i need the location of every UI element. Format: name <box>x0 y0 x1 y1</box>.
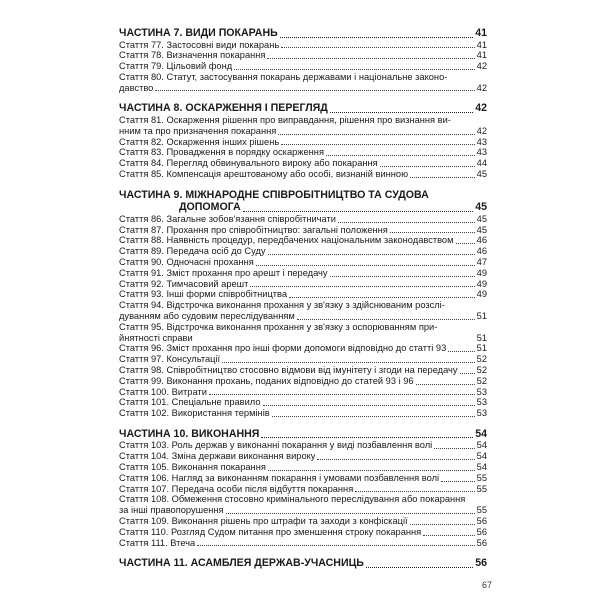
dot-leader <box>268 470 475 471</box>
dot-leader <box>338 222 475 223</box>
toc-entry <box>119 516 487 527</box>
entry-title: Стаття 87. Прохання про співробітництво: загальні положення <box>119 224 388 235</box>
toc-entry <box>119 137 487 148</box>
dot-leader <box>272 416 475 417</box>
entry-title: Стаття 108. Обмеження стосовно кримінального переслідування або покарання <box>119 494 466 505</box>
entry-page: 42 <box>475 102 487 115</box>
entry-title: Стаття 109. Виконання рішень про штрафи та заходи з конфіскації <box>119 515 408 526</box>
entry-title: Стаття 78. Визначення покарання <box>119 50 266 61</box>
entry-title: Стаття 104. Зміна держави виконання вироку <box>119 451 316 462</box>
entry-page: 54 <box>476 462 487 472</box>
dot-leader <box>256 265 475 266</box>
entry-title: Стаття 106. Нагляд за виконанням покарання і умовами позбавлення волі <box>119 472 440 483</box>
entry-page: 45 <box>476 168 487 179</box>
dot-leader <box>234 69 475 70</box>
entry-title-continued: за інші правопорушення <box>119 505 224 516</box>
entry-title: Стаття 103. Роль держав у виконанні покарання у виді позбавлення волі <box>119 440 433 451</box>
section-title: ЧАСТИНА 8. ОСКАРЖЕННЯ І ПЕРЕГЛЯД <box>119 102 328 115</box>
dot-leader <box>197 545 474 546</box>
entry-title: Стаття 77. Застосовні види покарань <box>119 39 280 50</box>
section-title-continued: ДОПОМОГА <box>179 201 241 214</box>
toc-entry <box>119 257 487 268</box>
entry-page: 41 <box>476 50 487 61</box>
entry-page: 56 <box>476 537 487 548</box>
dot-leader <box>243 211 474 212</box>
entry-page: 54 <box>475 427 487 440</box>
dot-leader <box>250 286 474 287</box>
entry-page: 45 <box>475 201 487 214</box>
toc-entry <box>119 246 487 257</box>
toc-entry <box>119 462 487 473</box>
section-title: ЧАСТИНА 10. ВИКОНАННЯ <box>119 427 260 440</box>
toc-entry <box>119 225 487 236</box>
entry-page: 45 <box>476 224 487 235</box>
entry-page: 43 <box>476 136 487 147</box>
entry-title: Стаття 107. Передача особи після відбуття покарання <box>119 483 354 494</box>
dot-leader <box>155 90 474 91</box>
entry-page: 49 <box>476 278 487 289</box>
entry-page: 46 <box>476 235 487 246</box>
entry-title: Стаття 80. Статут, застосування покарань державами і національне законо- <box>119 71 448 82</box>
entry-page: 55 <box>476 472 487 483</box>
table-of-contents <box>119 27 487 570</box>
toc-entry <box>119 169 487 180</box>
entry-title: Стаття 84. Перегляд обвинувального вироку або покарання <box>119 158 378 169</box>
dot-leader <box>317 459 474 460</box>
entry-title: Стаття 86. Загальне зобов'язання співробітничати <box>119 213 336 224</box>
toc-entry <box>119 147 487 158</box>
dot-leader <box>289 297 475 298</box>
entry-title: Стаття 110. Розгляд Судом питання про зменшення строку покарання <box>119 526 422 537</box>
dot-leader <box>297 319 475 320</box>
dot-leader <box>423 535 474 536</box>
entry-page: 55 <box>476 483 487 494</box>
entry-page: 46 <box>476 246 487 257</box>
toc-entry <box>119 538 487 549</box>
dot-leader <box>263 405 475 406</box>
entry-title-continued: дуванням або судовим переслідуванням <box>119 310 295 321</box>
dot-leader <box>416 384 475 385</box>
toc-entry <box>119 235 487 246</box>
toc-entry <box>119 527 487 538</box>
entry-title: Стаття 93. Інші форми співробітництва <box>119 289 288 300</box>
dot-leader <box>448 351 474 352</box>
section-title: ЧАСТИНА 11. АСАМБЛЕЯ ДЕРЖАВ-УЧАСНИЦЬ <box>119 557 364 570</box>
toc-entry <box>119 300 487 322</box>
dot-leader <box>222 362 475 363</box>
entry-title: Стаття 83. Провадження в порядку оскарження <box>119 147 324 158</box>
toc-entry <box>119 322 487 344</box>
entry-page: 56 <box>475 557 487 570</box>
entry-page: 49 <box>476 267 487 278</box>
dot-leader <box>355 491 474 492</box>
toc-entry <box>119 214 487 225</box>
entry-title-continued: йнятності справи <box>119 332 193 343</box>
entry-page: 49 <box>476 289 487 300</box>
dot-leader <box>456 243 475 244</box>
entry-title: Стаття 97. Консультації <box>119 354 221 365</box>
entry-title: Стаття 92. Тимчасовий арешт <box>119 278 249 289</box>
entry-title: Стаття 95. Відстрочка виконання прохання у зв'язку з оспорюванням при- <box>119 321 438 332</box>
dot-leader <box>326 155 475 156</box>
toc-entry <box>119 279 487 290</box>
dot-leader <box>281 47 474 48</box>
entry-page: 56 <box>476 526 487 537</box>
entry-title: Стаття 99. Виконання прохань, поданих відповідно до статей 93 і 96 <box>119 375 414 386</box>
dot-leader <box>366 567 473 568</box>
entry-title-continued: давство <box>119 82 154 93</box>
dot-leader <box>267 58 474 59</box>
toc-entry <box>119 376 487 387</box>
dot-leader <box>261 437 473 438</box>
dot-leader <box>434 448 474 449</box>
toc-entry <box>119 473 487 484</box>
entry-title: Стаття 100. Витрати <box>119 386 207 397</box>
entry-page: 43 <box>476 147 487 158</box>
entry-title: Стаття 90. Одночасні прохання <box>119 256 254 267</box>
dot-leader <box>209 394 475 395</box>
toc-entry <box>119 50 487 61</box>
dot-leader <box>410 177 475 178</box>
toc-entry <box>119 494 487 516</box>
entry-page: 55 <box>476 505 487 516</box>
entry-page: 47 <box>476 256 487 267</box>
entry-title: Стаття 89. Передача осіб до Суду <box>119 246 266 257</box>
entry-page: 56 <box>476 515 487 526</box>
toc-entry <box>119 440 487 451</box>
toc-section-heading <box>119 102 487 115</box>
toc-section-heading <box>119 189 487 214</box>
dot-leader <box>330 112 473 113</box>
entry-title: Стаття 98. Співробітництво стосовно відмови від імунітету і згоди на передачу <box>119 364 458 375</box>
entry-page: 42 <box>476 82 487 93</box>
entry-page: 52 <box>476 375 487 386</box>
toc-entry <box>119 387 487 398</box>
entry-page: 51 <box>476 310 487 321</box>
entry-page: 42 <box>476 125 487 136</box>
entry-title: Стаття 96. Зміст прохання про інші форми допомоги відповідно до статті 93 <box>119 343 447 354</box>
entry-title: Стаття 82. Оскарження інших рішень <box>119 136 280 147</box>
entry-page: 53 <box>476 408 487 419</box>
dot-leader <box>380 166 475 167</box>
toc-entry <box>119 484 487 495</box>
entry-page: 52 <box>476 354 487 365</box>
toc-entry <box>119 408 487 419</box>
entry-page: 53 <box>476 397 487 408</box>
entry-page: 51 <box>476 332 487 343</box>
dot-leader <box>460 373 475 374</box>
toc-entry <box>119 158 487 169</box>
toc-entry <box>119 61 487 72</box>
toc-entry <box>119 40 487 51</box>
toc-entry <box>119 268 487 279</box>
dot-leader <box>441 481 475 482</box>
entry-page: 54 <box>476 451 487 462</box>
entry-page: 54 <box>476 440 487 451</box>
toc-section-heading <box>119 27 487 40</box>
entry-page: 45 <box>476 213 487 224</box>
toc-entry <box>119 289 487 300</box>
dot-leader <box>330 276 475 277</box>
entry-title: Стаття 91. Зміст прохання про арешт і передачу <box>119 267 328 278</box>
dot-leader <box>390 232 475 233</box>
entry-page: 41 <box>476 39 487 50</box>
toc-entry <box>119 343 487 354</box>
toc-entry <box>119 365 487 376</box>
dot-leader <box>410 524 475 525</box>
toc-entry <box>119 397 487 408</box>
entry-title: Стаття 94. Відстрочка виконання прохання у зв'язку з здійснюваним розслі- <box>119 300 445 311</box>
entry-page: 42 <box>476 61 487 72</box>
entry-title: Стаття 81. Оскарження рішення про виправдання, рішення про визнання ви- <box>119 114 451 125</box>
section-title: ЧАСТИНА 9. МІЖНАРОДНЕ СПІВРОБІТНИЦТВО ТА СУДОВА <box>119 188 429 201</box>
toc-section-heading <box>119 557 487 570</box>
entry-title: Стаття 101. Спеціальне правило <box>119 397 261 408</box>
dot-leader <box>278 134 474 135</box>
dot-leader <box>280 37 473 38</box>
entry-title: Стаття 85. Компенсація арештованому або особі, визнаній винною <box>119 168 409 179</box>
toc-entry <box>119 115 487 137</box>
entry-page: 52 <box>476 364 487 375</box>
entry-page: 51 <box>476 343 487 354</box>
entry-title: Стаття 79. Цільовий фонд <box>119 61 233 72</box>
entry-title: Стаття 105. Виконання покарання <box>119 462 266 472</box>
toc-section-heading <box>119 428 487 441</box>
page-number: 67 <box>482 580 493 590</box>
dot-leader <box>268 254 475 255</box>
dot-leader <box>226 513 475 514</box>
toc-entry <box>119 451 487 462</box>
entry-page: 53 <box>476 386 487 397</box>
toc-entry <box>119 354 487 365</box>
section-title: ЧАСТИНА 7. ВИДИ ПОКАРАНЬ <box>119 27 278 39</box>
dot-leader <box>281 144 474 145</box>
entry-title-continued: нним та про призначення покарання <box>119 125 277 136</box>
toc-entry <box>119 72 487 94</box>
entry-page: 41 <box>475 27 487 39</box>
entry-title: Стаття 102. Використання термінів <box>119 408 270 419</box>
entry-title: Стаття 111. Втеча <box>119 537 196 548</box>
entry-title: Стаття 88. Наявність процедур, передбачених національним законодавством <box>119 235 454 246</box>
entry-page: 44 <box>476 158 487 169</box>
